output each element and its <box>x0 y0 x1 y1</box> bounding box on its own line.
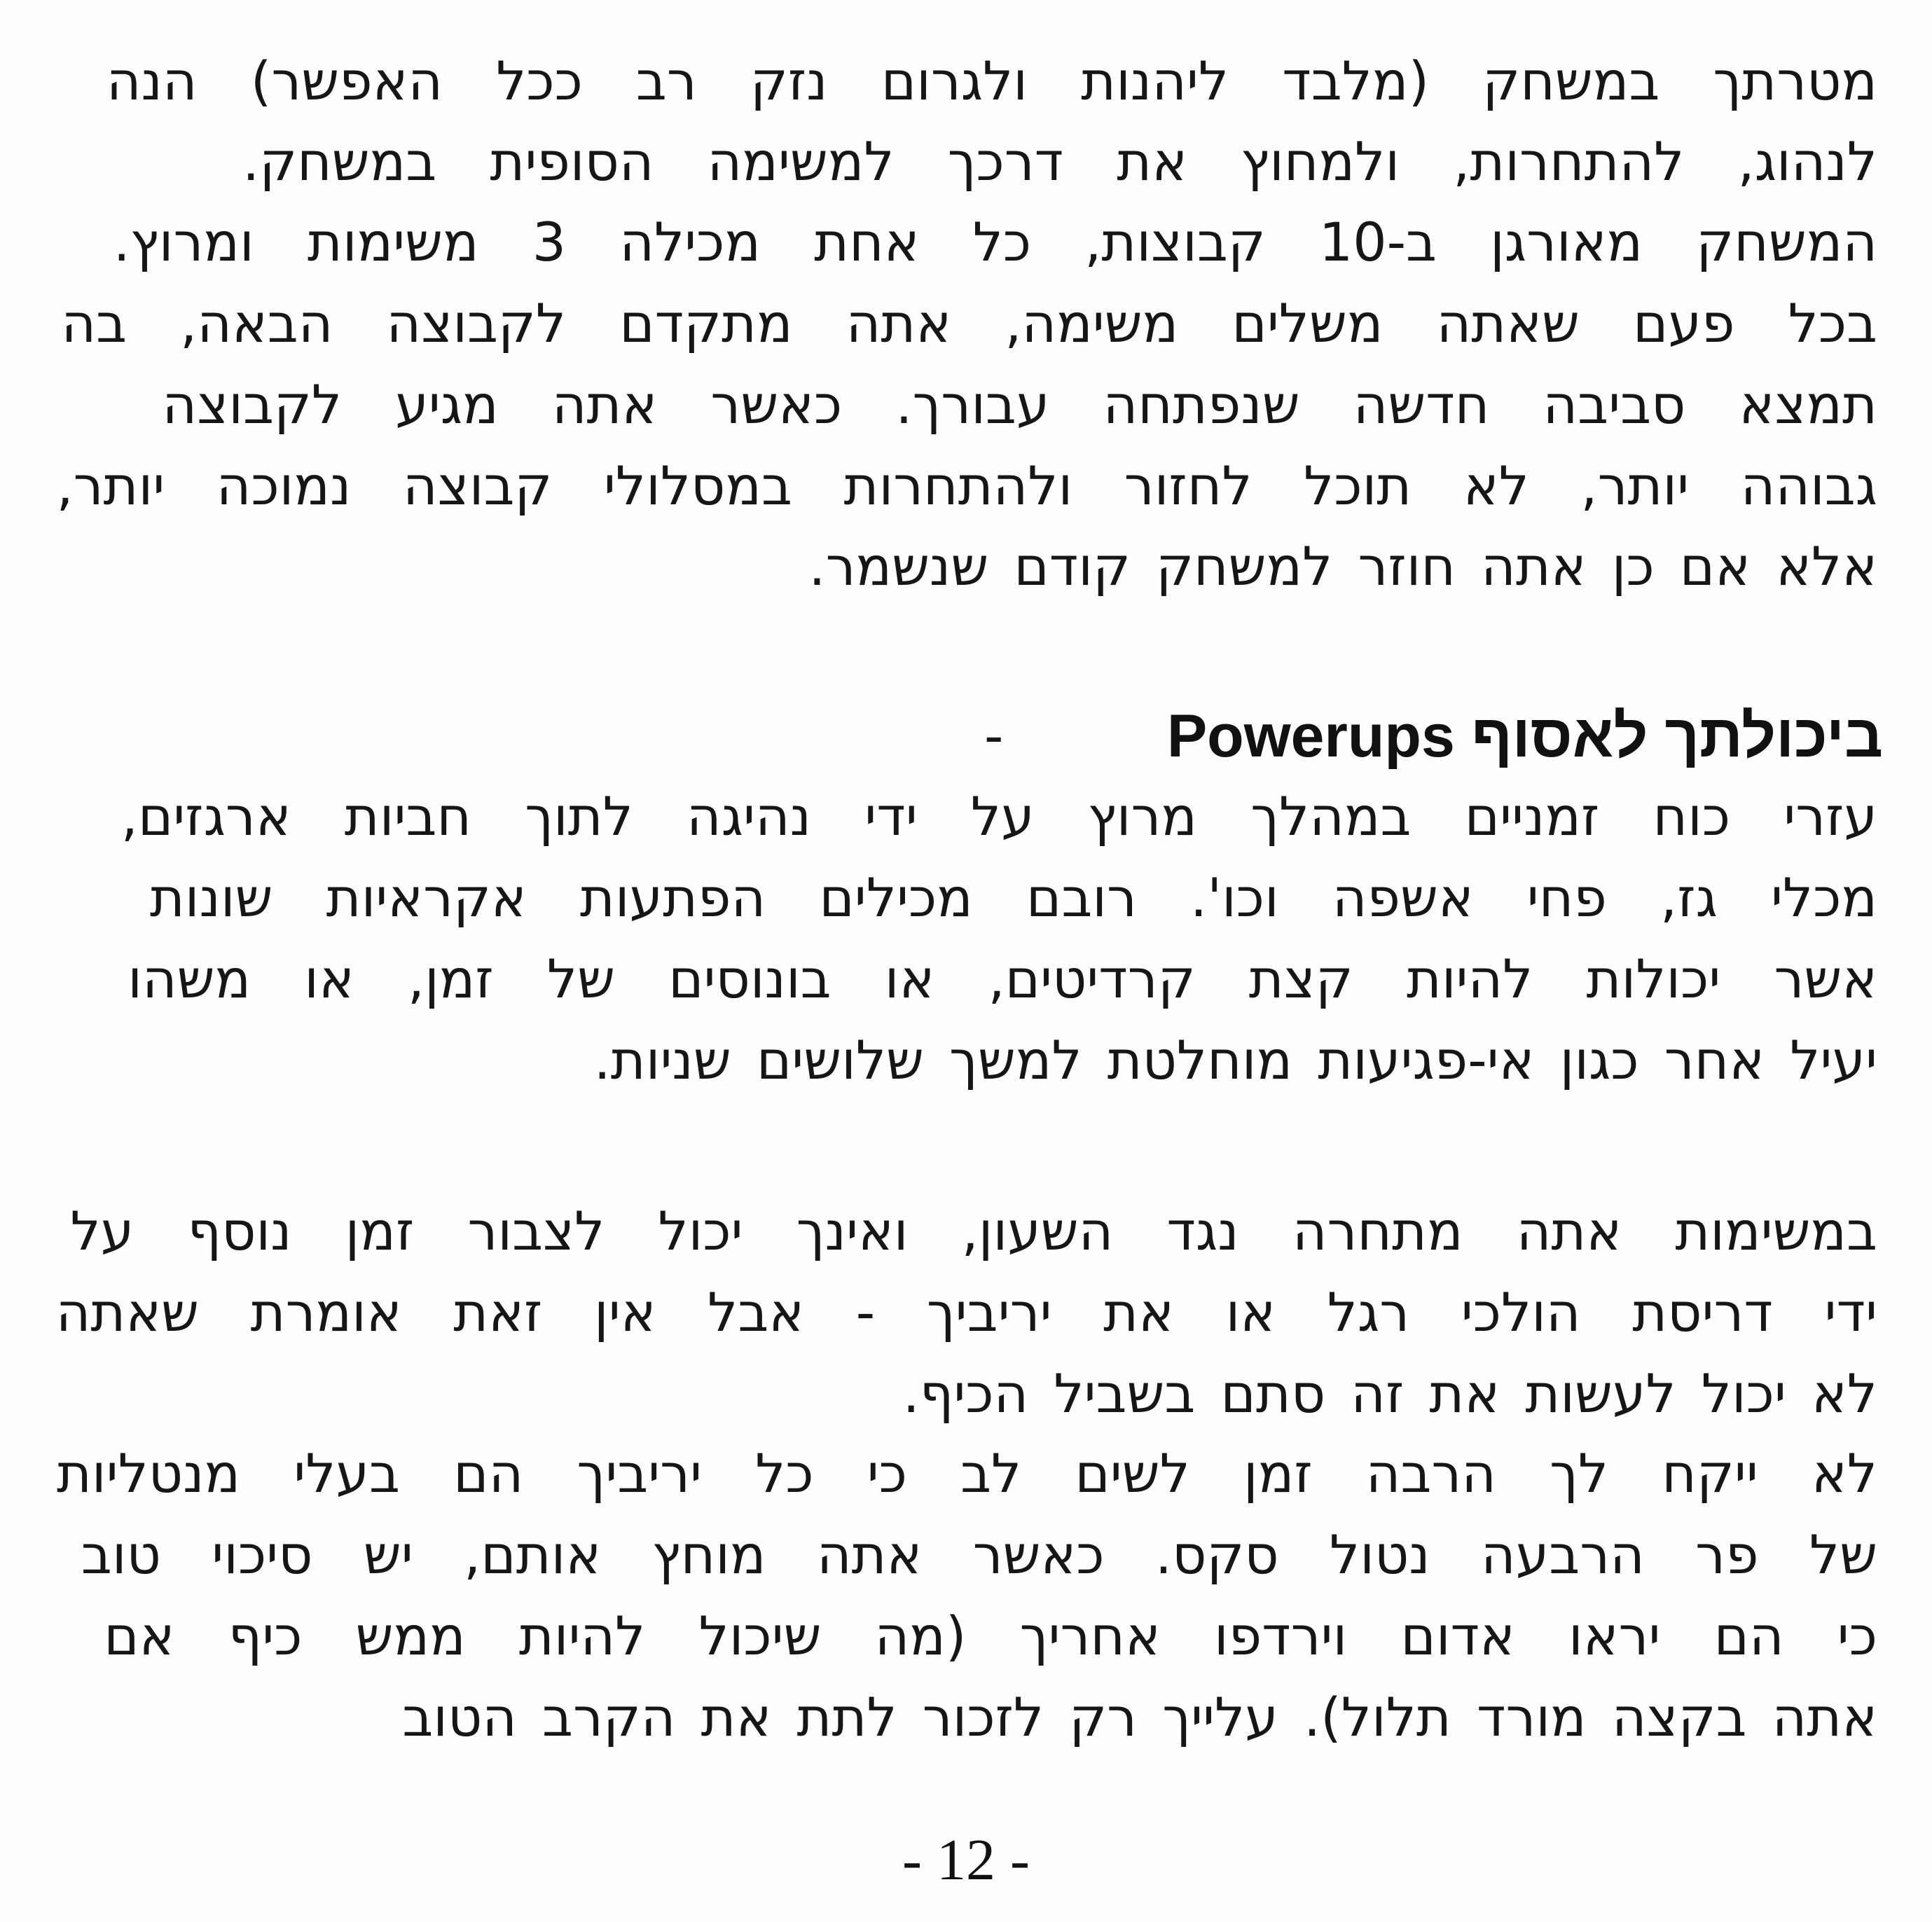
text-line: תמצא סביבה חדשה שנפתחה עבורך. כאשר אתה מגיע לקבוצה <box>162 373 1877 436</box>
text-line: במשימות אתה מתחרה נגד השעון, ואינך יכול לצבור זמן נוסף על <box>70 1200 1877 1262</box>
text-line: מטרתך במשחק (מלבד ליהנות ולגרום נזק רב ככל האפשר) הנה <box>106 50 1877 112</box>
text-line: גבוהה יותר, לא תוכל לחזור ולהתחרות במסלולי קבוצה נמוכה יותר, <box>56 455 1877 517</box>
text-line: לנהוג, להתחרות, ולמחוץ את דרכך למשימה הסופית במשחק. <box>242 130 1877 193</box>
text-line: המשחק מאורגן ב-10 קבוצות, כל אחת מכילה 3 משימות ומרוץ. <box>113 211 1877 273</box>
text-line: בכל פעם שאתה משלים משימה, אתה מתקדם לקבוצה הבאה, בה <box>61 292 1877 354</box>
text-line: עזרי כוח זמניים במהלך מרוץ על ידי נהיגה לתוך חביות ארגזים, <box>120 785 1877 848</box>
text-line: יעיל אחר כגון אי-פגיעות מוחלטת למשך שלושים שניות. <box>593 1029 1877 1091</box>
text-line: מכלי גז, פחי אשפה וכו'. רובם מכילים הפתעות אקראיות שונות <box>149 866 1877 929</box>
text-line: אתה בקצה מורד תלול). עלייך רק לזכור לתת את הקרב הטוב <box>402 1686 1877 1748</box>
text-line: לא ייקח לך הרבה זמן לשים לב כי כל יריביך הם בעלי מנטליות <box>56 1442 1877 1505</box>
text-line: אלא אם כן אתה חוזר למשחק קודם שנשמר. <box>808 535 1877 597</box>
text-line: של פר הרבעה נטול סקס. כאשר אתה מוחץ אותם, יש סיכוי טוב <box>81 1523 1877 1586</box>
text-line: אשר יכולות להיות קצת קרדיטים, או בונוסים של זמן, או משהו <box>127 948 1877 1010</box>
text-line: ידי דריסת הולכי רגל או את יריביך - אבל אין זאת אומרת שאתה <box>55 1281 1877 1343</box>
text-line: כי הם יראו אדום וירדפו אחריך (מה שיכול להיות ממש כיף אם <box>104 1605 1877 1667</box>
section-heading-powerups: ביכולתך לאסוף Powerups <box>1166 703 1883 770</box>
page-number: - 12 - <box>902 1827 1030 1893</box>
heading-dash: - <box>984 705 1004 767</box>
text-line: לא יכול לעשות את זה סתם בשביל הכיף. <box>902 1362 1877 1425</box>
